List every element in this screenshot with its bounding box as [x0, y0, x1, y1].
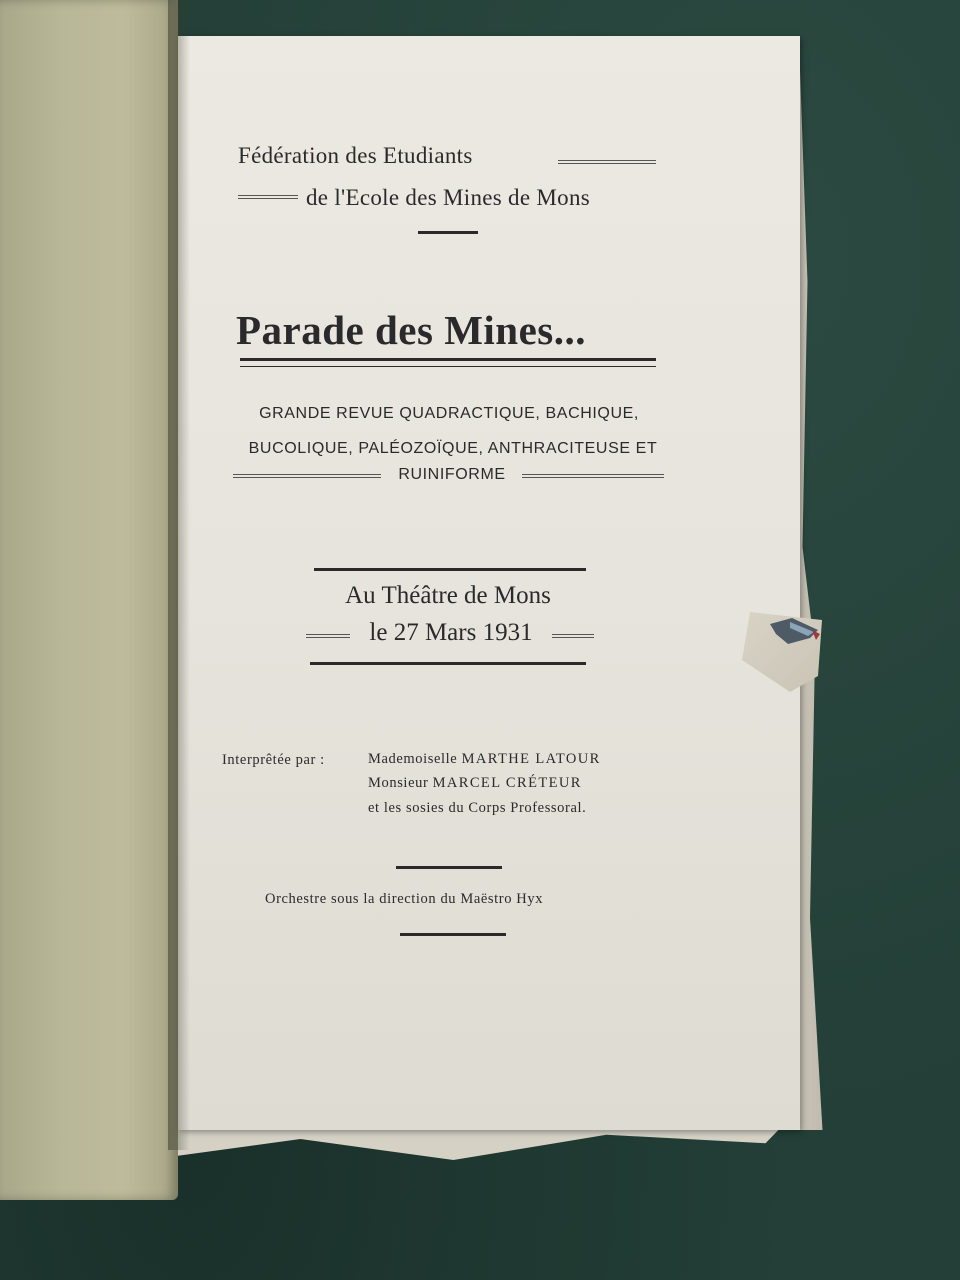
header-ornament-right [558, 160, 656, 164]
cast-lead-2 [368, 775, 582, 792]
subtitle-line-3: RUINIFORME [398, 466, 506, 483]
header-divider [418, 231, 478, 234]
title-underline-thick [240, 358, 656, 361]
venue-rule-top [314, 568, 586, 571]
cast-divider [396, 866, 502, 869]
spine-shadow [168, 0, 190, 1150]
cast-lead-1-name: MARTHE LATOUR [461, 751, 601, 767]
federation-line-2: de l'Ecole des Mines de Mons [306, 185, 591, 210]
footer-divider [400, 933, 506, 936]
subtitle-ornament-left [233, 474, 381, 478]
book-cover [0, 0, 178, 1200]
date-ornament-left [306, 634, 350, 638]
cast-lead-2-name: MARCEL CRÉTEUR [432, 775, 582, 791]
cast-lead-1 [368, 751, 601, 768]
cast-ensemble: et les sosies du Corps Professoral. [368, 800, 587, 816]
subtitle-ornament-right [522, 474, 664, 478]
ink-stain [770, 618, 820, 646]
subtitle-line-1: GRANDE REVUE QUADRACTIQUE, BACHIQUE, [259, 405, 639, 422]
venue-date: le 27 Mars 1931 [369, 619, 533, 646]
cast-lead-1-prefix: Mademoiselle [368, 751, 458, 767]
cast-lead-2-prefix: Monsieur [368, 775, 429, 791]
cast-intro: Interprêtée par : [222, 752, 325, 768]
orchestra-credit: Orchestre sous la direction du Maëstro Hyx [265, 891, 544, 907]
page-title: Parade des Mines... [236, 307, 586, 353]
venue-place: Au Théâtre de Mons [345, 582, 551, 609]
federation-line-1: Fédération des Etudiants [238, 143, 473, 168]
date-ornament-right [552, 634, 594, 638]
title-underline-thin [240, 366, 656, 367]
venue-rule-bottom [310, 662, 586, 665]
header-ornament-left [238, 195, 298, 199]
subtitle-line-2: BUCOLIQUE, PALÉOZOÏQUE, ANTHRACITEUSE ET [248, 440, 658, 457]
